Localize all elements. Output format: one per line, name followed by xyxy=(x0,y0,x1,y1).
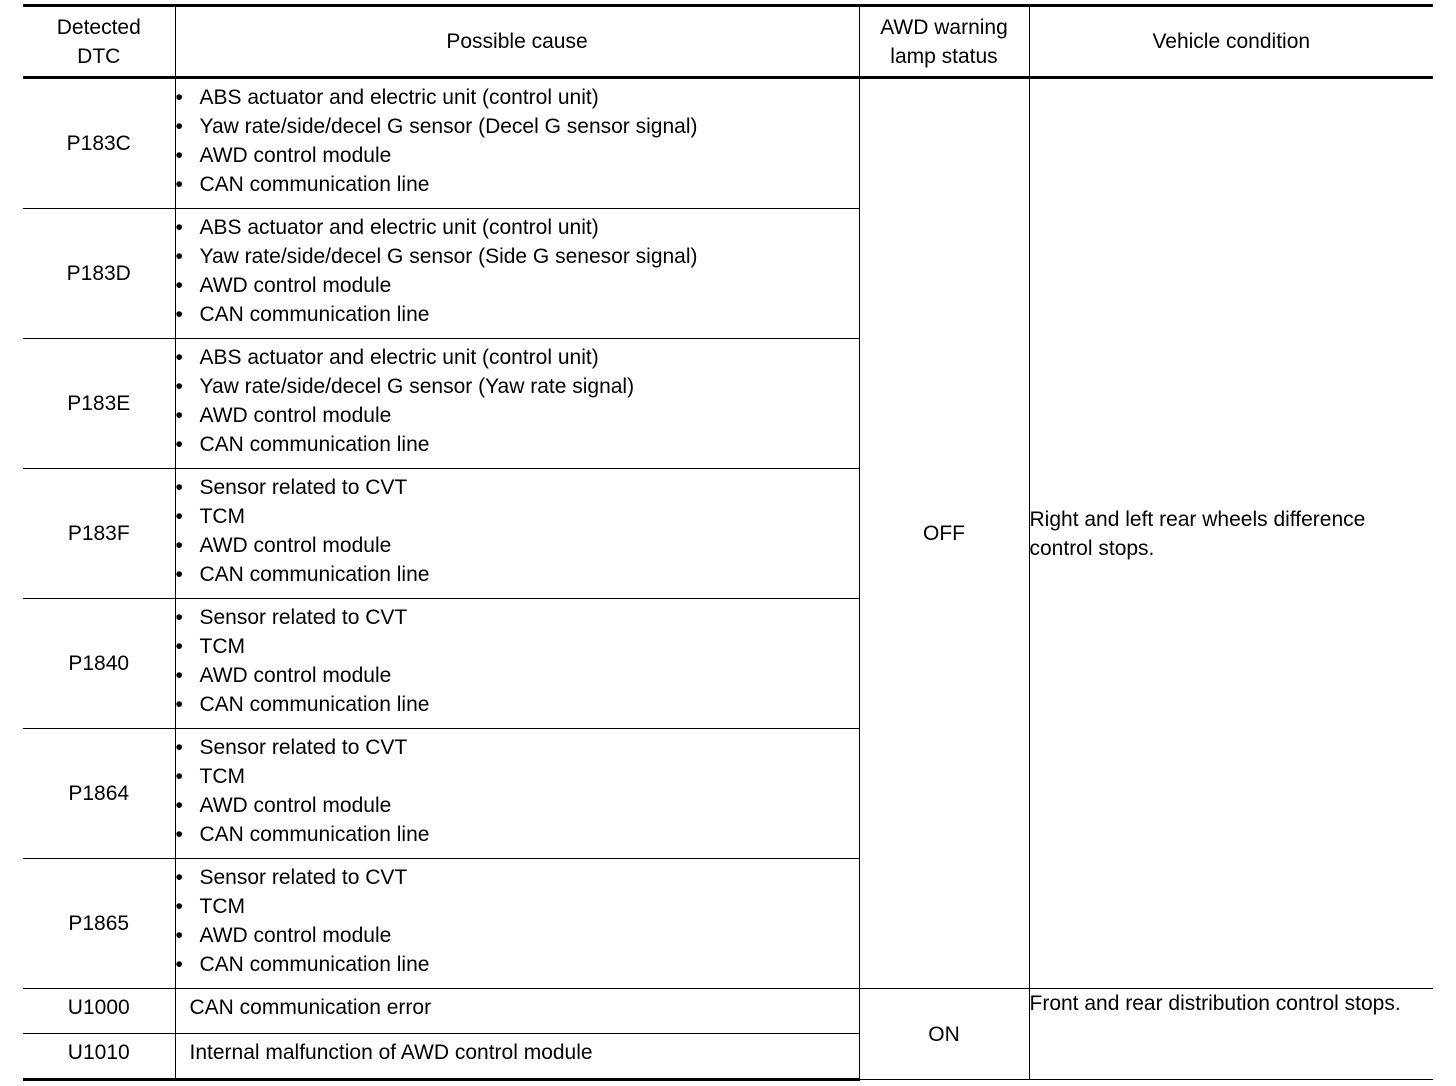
cause-item: • Sensor related to CVT xyxy=(176,603,859,632)
cause-item: • TCM xyxy=(176,892,859,921)
cause-item: • Sensor related to CVT xyxy=(176,473,859,502)
cause-item: • Yaw rate/side/decel G sensor (Side G senesor signal) xyxy=(176,242,859,271)
cause-item: • AWD control module xyxy=(176,661,859,690)
cause-list xyxy=(176,209,859,329)
header-cause: Possible cause xyxy=(175,6,859,78)
header-row xyxy=(23,6,1433,78)
cause-item: • Yaw rate/side/decel G sensor (Decel G sensor signal) xyxy=(176,112,859,141)
cause-item: • ABS actuator and electric unit (control unit) xyxy=(176,83,859,112)
lamp-status: OFF xyxy=(859,78,1029,989)
dtc-code: U1010 xyxy=(23,1034,175,1080)
vehicle-condition: Right and left rear wheels difference control stops. xyxy=(1029,78,1433,989)
dtc-code: P183C xyxy=(23,78,175,209)
possible-cause-cell xyxy=(175,469,859,599)
dtc-code: P183E xyxy=(23,339,175,469)
cause-list xyxy=(176,859,859,979)
cause-item: • TCM xyxy=(176,632,859,661)
possible-cause-cell xyxy=(175,729,859,859)
header-lamp: AWD warning lamp status xyxy=(859,6,1029,78)
cause-list xyxy=(176,339,859,459)
cause-item: • CAN communication line xyxy=(176,300,859,329)
table-body xyxy=(23,78,1433,1080)
cause-list xyxy=(176,599,859,719)
cause-item: • ABS actuator and electric unit (control unit) xyxy=(176,213,859,242)
header-vehicle: Vehicle condition xyxy=(1029,6,1433,78)
possible-cause-cell xyxy=(175,599,859,729)
dtc-code: P1865 xyxy=(23,859,175,989)
cause-item: • CAN communication line xyxy=(176,950,859,979)
possible-cause-cell xyxy=(175,78,859,209)
cause-item: • AWD control module xyxy=(176,141,859,170)
cause-item: • TCM xyxy=(176,762,859,791)
cause-item: • CAN communication line xyxy=(176,170,859,199)
table-row xyxy=(23,989,1433,1034)
header-dtc: Detected DTC xyxy=(23,6,175,78)
cause-item: • TCM xyxy=(176,502,859,531)
possible-cause-cell: Internal malfunction of AWD control module xyxy=(175,1034,859,1080)
dtc-code: P1840 xyxy=(23,599,175,729)
dtc-code: P183D xyxy=(23,209,175,339)
dtc-code: P1864 xyxy=(23,729,175,859)
dtc-table xyxy=(23,4,1433,1081)
cause-item: • AWD control module xyxy=(176,401,859,430)
lamp-status: ON xyxy=(859,989,1029,1080)
cause-item: • AWD control module xyxy=(176,531,859,560)
dtc-code: P183F xyxy=(23,469,175,599)
vehicle-condition: Front and rear distribution control stops. xyxy=(1029,989,1433,1080)
cause-item: • AWD control module xyxy=(176,791,859,820)
possible-cause-cell: CAN communication error xyxy=(175,989,859,1034)
possible-cause-cell xyxy=(175,209,859,339)
cause-item: • Yaw rate/side/decel G sensor (Yaw rate signal) xyxy=(176,372,859,401)
cause-item: • CAN communication line xyxy=(176,430,859,459)
possible-cause-cell xyxy=(175,339,859,469)
cause-list xyxy=(176,729,859,849)
cause-item: • Sensor related to CVT xyxy=(176,733,859,762)
cause-item: • ABS actuator and electric unit (control unit) xyxy=(176,343,859,372)
cause-item: • CAN communication line xyxy=(176,560,859,589)
cause-item: • AWD control module xyxy=(176,921,859,950)
cause-list xyxy=(176,469,859,589)
table-row xyxy=(23,78,1433,209)
cause-list xyxy=(176,79,859,199)
possible-cause-cell xyxy=(175,859,859,989)
cause-item: • Sensor related to CVT xyxy=(176,863,859,892)
cause-item: • CAN communication line xyxy=(176,820,859,849)
cause-item: • CAN communication line xyxy=(176,690,859,719)
dtc-code: U1000 xyxy=(23,989,175,1034)
cause-item: • AWD control module xyxy=(176,271,859,300)
